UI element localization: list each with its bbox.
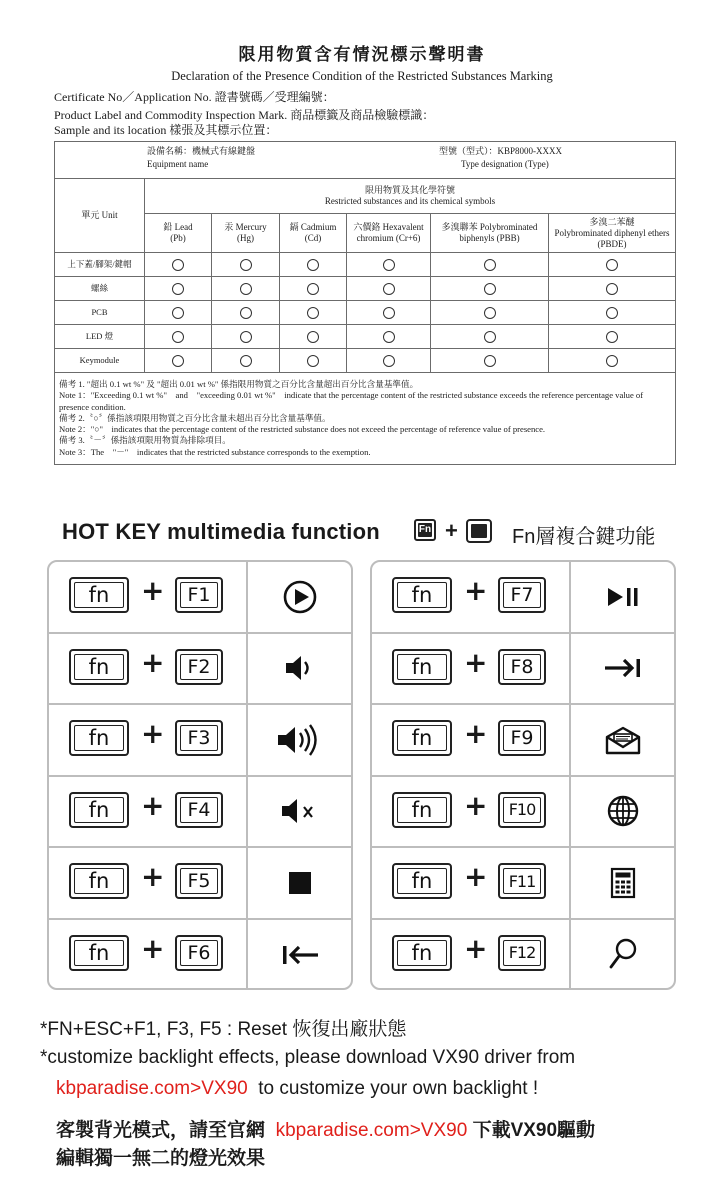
- part-row: [55, 277, 676, 301]
- stop-icon: [248, 848, 351, 918]
- key-combo: [372, 777, 571, 847]
- key-combo: [372, 920, 571, 991]
- fn-keycap: fn: [392, 577, 452, 613]
- function-keycap-f2: F2: [175, 649, 223, 685]
- plus-sign: +: [445, 518, 458, 543]
- compliance-mark: [549, 325, 676, 349]
- circle-mark-icon: [606, 331, 618, 343]
- declaration-title: 限用物質含有情況標示聲明書: [238, 45, 486, 64]
- circle-mark-icon: [307, 283, 319, 295]
- function-keycap-f5: F5: [175, 863, 223, 899]
- substance-columns: [55, 214, 676, 253]
- fn-keycap: fn: [392, 649, 452, 685]
- reset-instruction: *FN+ESC+F1, F3, F5 : Reset 恢復出廠狀態: [40, 1019, 407, 1040]
- hotkey-title: HOT KEY multimedia function: [62, 519, 380, 544]
- key-icon: [466, 519, 492, 543]
- circle-mark-icon: [240, 259, 252, 271]
- circle-mark-icon: [484, 331, 496, 343]
- declaration-subtitle: Declaration of the Presence Condition of the Restricted Substances Marking: [171, 69, 553, 83]
- customize-instruction: *customize backlight effects, please download VX90 driver from: [40, 1047, 576, 1068]
- hotkey-title-zh: Fn層複合鍵功能: [512, 526, 656, 548]
- key-combo: [49, 562, 248, 632]
- circle-mark-icon: [172, 355, 184, 367]
- fn-keycap: fn: [69, 863, 129, 899]
- note-line: Note 2："○" indicates that the percentage content of the restricted substance does not exceed the percentage of reference value of presence.: [59, 424, 546, 435]
- fn-keycap: fn: [392, 863, 452, 899]
- fn-keycap: fn: [69, 649, 129, 685]
- hotkey-row: [49, 920, 351, 991]
- circle-mark-icon: [383, 307, 395, 319]
- function-keycap-f12: F12: [498, 935, 546, 971]
- compliance-mark: [549, 253, 676, 277]
- note-line: 備考 2.〝○〞係指該項限用物質之百分比含量未超出百分比含量基準值。: [59, 412, 331, 423]
- circle-mark-icon: [606, 355, 618, 367]
- plus-sign: +: [464, 645, 488, 679]
- compliance-mark: [431, 277, 549, 301]
- note-line: 備考 3.〝－〞係指該項限用物質為排除項目。: [59, 435, 231, 446]
- next-track-icon: [571, 634, 674, 704]
- compliance-mark: [347, 253, 431, 277]
- compliance-mark: [431, 325, 549, 349]
- function-keycap-f1: F1: [175, 577, 223, 613]
- circle-mark-icon: [606, 283, 618, 295]
- compliance-mark: [347, 301, 431, 325]
- hotkey-row: [372, 777, 674, 849]
- hotkey-row: [49, 848, 351, 920]
- key-combo: [49, 848, 248, 918]
- part-name: 螺絲: [55, 277, 145, 301]
- compliance-mark: [431, 253, 549, 277]
- circle-mark-icon: [484, 307, 496, 319]
- compliance-mark: [280, 301, 347, 325]
- compliance-mark: [145, 325, 212, 349]
- circle-mark-icon: [307, 355, 319, 367]
- plus-sign: +: [464, 574, 488, 607]
- zh-instruction-line1: 客製背光模式，請至官網 kbparadise.com>VX90 下載VX90驅動: [56, 1120, 596, 1141]
- circle-mark-icon: [240, 331, 252, 343]
- compliance-mark: [145, 349, 212, 373]
- substance-hexavalent-chromium: 六價鉻 Hexavalent chromium (Cr+6): [347, 214, 431, 253]
- unit-header: 單元 Unit: [55, 179, 145, 253]
- compliance-mark: [145, 277, 212, 301]
- circle-mark-icon: [307, 331, 319, 343]
- plus-sign: +: [464, 717, 488, 750]
- plus-sign: +: [141, 860, 165, 893]
- part-row: [55, 349, 676, 373]
- function-keycap-f11: F11: [498, 863, 546, 899]
- compliance-mark: [280, 325, 347, 349]
- circle-mark-icon: [383, 355, 395, 367]
- plus-sign: +: [141, 645, 165, 679]
- driver-link[interactable]: kbparadise.com>VX90: [56, 1078, 248, 1099]
- function-keycap-f8: F8: [498, 649, 546, 685]
- compliance-mark: [347, 349, 431, 373]
- hotkey-row: [49, 705, 351, 777]
- compliance-mark: [212, 301, 280, 325]
- substance-cadmium: 鎘 Cadmium (Cd): [280, 214, 347, 253]
- function-keycap-f7: F7: [498, 577, 546, 613]
- compliance-mark: [347, 277, 431, 301]
- key-combo: [372, 562, 571, 632]
- circle-mark-icon: [172, 283, 184, 295]
- plus-sign: +: [464, 860, 488, 893]
- substances-header: 限用物質及其化學符號 Restricted substances and its chemical symbols: [145, 179, 676, 214]
- key-combo: [49, 634, 248, 704]
- hotkey-panel-right: [370, 560, 676, 990]
- previous-track-icon: [248, 920, 351, 991]
- mail-icon: [571, 705, 674, 775]
- part-row: [55, 301, 676, 325]
- circle-mark-icon: [383, 283, 395, 295]
- substance-lead: 鉛 Lead (Pb): [145, 214, 212, 253]
- compliance-mark: [280, 277, 347, 301]
- hotkey-row: [49, 562, 351, 634]
- circle-mark-icon: [606, 307, 618, 319]
- compliance-mark: [280, 349, 347, 373]
- play-pause-icon: [571, 562, 674, 632]
- circle-mark-icon: [240, 283, 252, 295]
- compliance-mark: [212, 277, 280, 301]
- volume-down-icon: [248, 634, 351, 704]
- circle-mark-icon: [484, 259, 496, 271]
- circle-mark-icon: [383, 331, 395, 343]
- circle-mark-icon: [240, 355, 252, 367]
- circle-mark-icon: [307, 307, 319, 319]
- key-combo: [372, 705, 571, 775]
- part-row: [55, 253, 676, 277]
- compliance-mark: [212, 349, 280, 373]
- note-line: Note 3：The "－" indicates that the restricted substance corresponds to the exemption.: [59, 446, 371, 457]
- function-keycap-f3: F3: [175, 720, 223, 756]
- declaration-notes: [55, 373, 676, 465]
- compliance-mark: [549, 301, 676, 325]
- substance-pbb: 多溴聯苯 Polybrominated biphenyls (PBB): [431, 214, 549, 253]
- type-zh: 型號（型式）：KBP8000-XXXX: [439, 146, 563, 156]
- key-combo: [372, 634, 571, 704]
- restricted-substances-table: [54, 141, 676, 465]
- sample-line: Sample and its location 樣張及其標示位置：: [54, 123, 278, 137]
- type-en: Type designation (Type): [461, 159, 549, 169]
- circle-mark-icon: [383, 259, 395, 271]
- search-icon: [571, 920, 674, 991]
- hotkey-row: [372, 634, 674, 706]
- customize-link-line: kbparadise.com>VX90 to customize your own backlight !: [56, 1078, 539, 1099]
- plus-sign: +: [141, 717, 165, 750]
- compliance-mark: [549, 349, 676, 373]
- plus-sign: +: [141, 931, 165, 965]
- compliance-mark: [549, 277, 676, 301]
- equipment-name-en: Equipment name: [147, 159, 209, 169]
- function-keycap-f6: F6: [175, 935, 223, 971]
- fn-keycap: fn: [392, 720, 452, 756]
- hotkey-row: [372, 848, 674, 920]
- plus-sign: +: [464, 788, 488, 822]
- function-keycap-f9: F9: [498, 720, 546, 756]
- driver-link-zh[interactable]: kbparadise.com>VX90: [275, 1120, 468, 1141]
- compliance-mark: [431, 301, 549, 325]
- function-keycap-f4: F4: [175, 792, 223, 828]
- browser-globe-icon: [571, 777, 674, 847]
- substance-pbde: 多溴二苯醚 Polybrominated diphenyl ethers (PBDE): [549, 214, 676, 253]
- circle-mark-icon: [172, 259, 184, 271]
- part-name: Keymodule: [55, 349, 145, 373]
- key-combo: [49, 705, 248, 775]
- substance-mercury: 汞 Mercury (Hg): [212, 214, 280, 253]
- fn-key-icon: Fn: [414, 519, 436, 541]
- calculator-icon: [571, 848, 674, 918]
- fn-keycap: fn: [69, 935, 129, 971]
- mute-icon: [248, 777, 351, 847]
- plus-sign: +: [464, 931, 488, 965]
- plus-sign: +: [141, 788, 165, 822]
- fn-keycap: fn: [392, 792, 452, 828]
- note-line: 備考 1. "超出 0.1 wt %" 及 "超出 0.01 wt %" 係指限用物質之百分比含量超出百分比含量基準值。: [59, 379, 419, 389]
- fn-keycap: fn: [392, 935, 452, 971]
- circle-mark-icon: [307, 259, 319, 271]
- note-line: Note 1："Exceeding 0.1 wt %" and "exceeding 0.01 wt %" indicate that the percentage content of the restricted substance exceeds the reference percentage value of presence condition.: [59, 390, 644, 412]
- key-combo: [372, 848, 571, 918]
- plus-sign: +: [141, 574, 165, 607]
- play-icon: [248, 562, 351, 632]
- hotkey-row: [372, 705, 674, 777]
- fn-keycap: fn: [69, 720, 129, 756]
- fn-keycap: fn: [69, 792, 129, 828]
- equipment-name-zh: 設備名稱：機械式有線鍵盤: [147, 146, 256, 156]
- fn-keycap: fn: [69, 577, 129, 613]
- circle-mark-icon: [606, 259, 618, 271]
- hotkey-panel-left: [47, 560, 353, 990]
- key-combo: [49, 777, 248, 847]
- compliance-mark: [212, 253, 280, 277]
- circle-mark-icon: [172, 307, 184, 319]
- compliance-mark: [145, 253, 212, 277]
- hotkey-row: [372, 562, 674, 634]
- label-line: Product Label and Commodity Inspection Mark. 商品標籤及商品檢驗標識：: [54, 108, 435, 122]
- certificate-line: Certificate No／Application No. 證書號碼／受理編號：: [54, 90, 335, 104]
- compliance-mark: [431, 349, 549, 373]
- hotkey-row: [372, 920, 674, 991]
- compliance-mark: [145, 301, 212, 325]
- part-name: LED 燈: [55, 325, 145, 349]
- part-name: 上下蓋/腳架/鍵帽: [55, 253, 145, 277]
- compliance-mark: [212, 325, 280, 349]
- part-row: [55, 325, 676, 349]
- compliance-mark: [280, 253, 347, 277]
- compliance-mark: [347, 325, 431, 349]
- zh-instruction-line2: 編輯獨一無二的燈光效果: [56, 1148, 266, 1169]
- circle-mark-icon: [240, 307, 252, 319]
- hotkey-row: [49, 777, 351, 849]
- part-name: PCB: [55, 301, 145, 325]
- circle-mark-icon: [484, 283, 496, 295]
- circle-mark-icon: [484, 355, 496, 367]
- circle-mark-icon: [172, 331, 184, 343]
- function-keycap-f10: F10: [498, 792, 546, 828]
- key-combo: [49, 920, 248, 991]
- hotkey-row: [49, 634, 351, 706]
- volume-up-icon: [248, 705, 351, 775]
